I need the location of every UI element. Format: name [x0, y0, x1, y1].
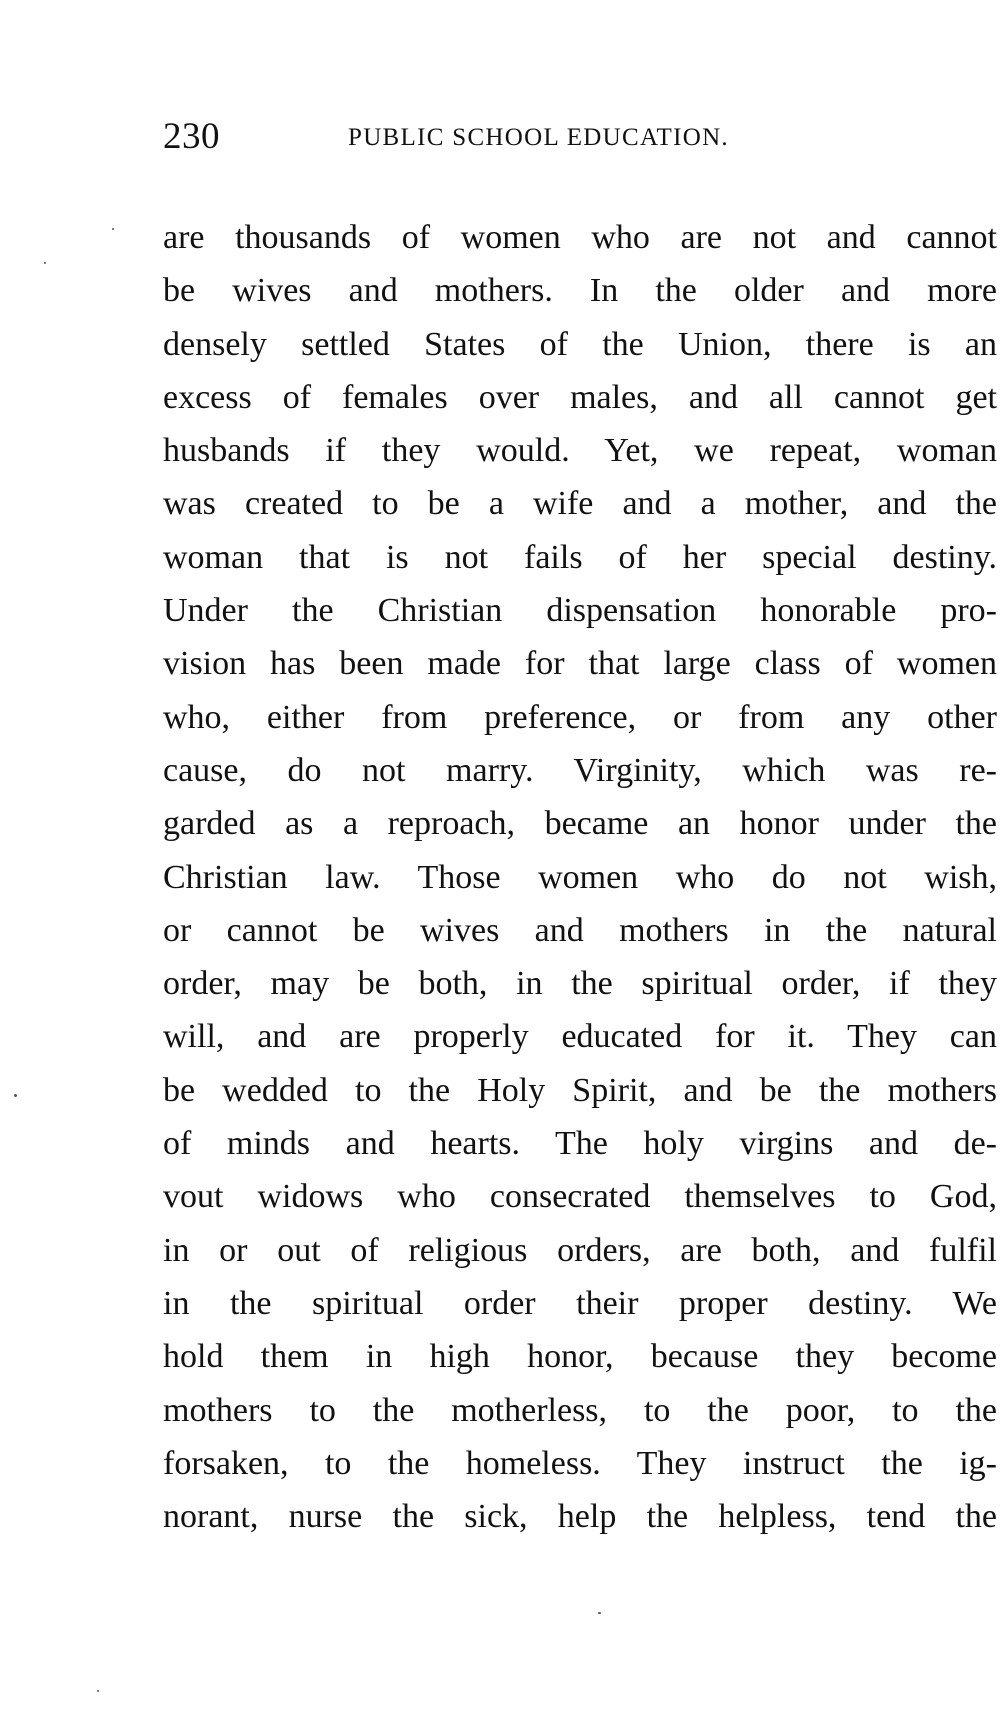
- text-line: are thousands of women who are not and cannot: [163, 219, 997, 256]
- text-line: excess of females over males, and all cannot get: [163, 378, 997, 416]
- running-head: PUBLIC SCHOOL EDUCATION.: [348, 124, 729, 151]
- text-line: woman that is not fails of her special destiny.: [163, 538, 997, 576]
- text-line: in the spiritual order their proper destiny. We: [163, 1284, 997, 1322]
- text-line: Under the Christian dispensation honorable pro-: [163, 592, 997, 630]
- text-line: be wedded to the Holy Spirit, and be the mothers: [163, 1071, 997, 1109]
- text-line: husbands if they would. Yet, we repeat, woman: [163, 432, 997, 470]
- text-line: forsaken, to the homeless. They instruct the ig-: [163, 1444, 997, 1482]
- text-line: or cannot be wives and mothers in the natural: [163, 911, 997, 949]
- text-line: vision has been made for that large class of women: [163, 645, 997, 683]
- page-number: 230: [163, 116, 220, 157]
- scan-speck: [97, 1690, 99, 1692]
- text-line: be wives and mothers. In the older and more: [163, 272, 997, 310]
- text-line: was created to be a wife and a mother, and the: [163, 485, 997, 523]
- body-text: [163, 211, 997, 1543]
- text-line: densely settled States of the Union, there is an: [163, 325, 997, 363]
- scan-speck: [112, 228, 114, 230]
- text-line: garded as a reproach, became an honor under the: [163, 805, 997, 843]
- scan-speck: [598, 1612, 601, 1614]
- page-header: [163, 112, 1003, 172]
- scan-speck: [44, 262, 46, 264]
- text-line: vout widows who consecrated themselves to God,: [163, 1178, 997, 1216]
- text-line: who, either from preference, or from any other: [163, 698, 997, 736]
- scan-speck: [14, 1094, 17, 1097]
- text-line: Christian law. Those women who do not wish,: [163, 858, 997, 896]
- text-line: will, and are properly educated for it. They can: [163, 1018, 997, 1056]
- text-line: in or out of religious orders, are both, and fulfil: [163, 1231, 997, 1269]
- text-line: hold them in high honor, because they become: [163, 1338, 997, 1376]
- text-line: order, may be both, in the spiritual order, if they: [163, 965, 997, 1003]
- text-line: cause, do not marry. Virginity, which was re-: [163, 751, 997, 789]
- text-line: mothers to the motherless, to the poor, to the: [163, 1391, 997, 1429]
- text-line: of minds and hearts. The holy virgins and de-: [163, 1125, 997, 1163]
- text-line: norant, nurse the sick, help the helpless, tend the: [163, 1498, 997, 1536]
